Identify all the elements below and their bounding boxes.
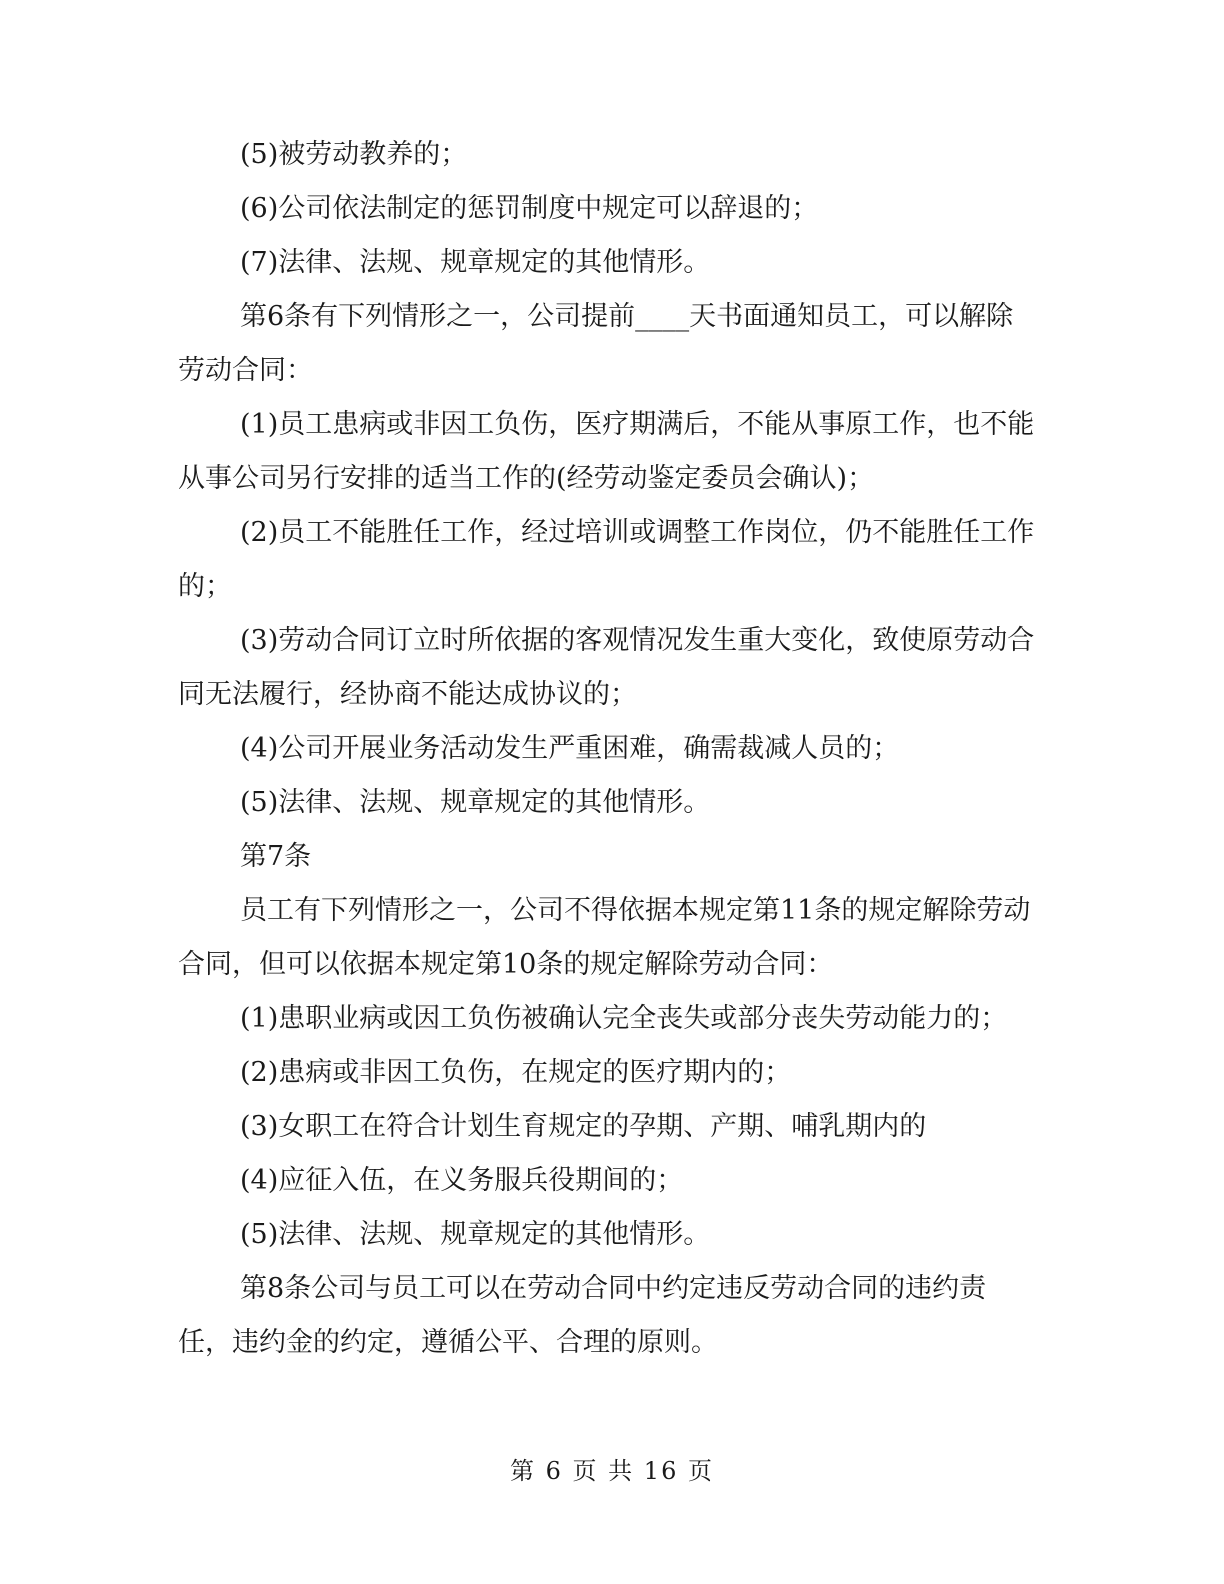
paragraph-item-7-other-cases: (7)法律、法规、规章规定的其他情形。 bbox=[240, 247, 711, 278]
paragraph-article-7-item-2: (2)患病或非因工负伤，在规定的医疗期内的； bbox=[240, 1057, 792, 1088]
paragraph-article-6-item-1: (1)员工患病或非因工负伤，医疗期满后，不能从事原工作，也不能从事公司另行安排的适当工作的(经劳动鉴定委员会确认)； bbox=[178, 409, 1035, 494]
paragraph-article-6: 第6条有下列情形之一，公司提前____天书面通知员工，可以解除劳动合同： bbox=[178, 301, 1014, 386]
paragraph-article-6-item-3: (3)劳动合同订立时所依据的客观情况发生重大变化，致使原劳动合同无法履行，经协商不能达成协议的； bbox=[178, 625, 1035, 710]
paragraph-article-6-item-2: (2)员工不能胜任工作，经过培训或调整工作岗位，仍不能胜任工作的； bbox=[178, 517, 1035, 602]
document-body bbox=[178, 128, 1038, 1370]
paragraph-article-7-item-1: (1)患职业病或因工负伤被确认完全丧失或部分丧失劳动能力的； bbox=[240, 1003, 1008, 1034]
paragraph-article-7-intro: 员工有下列情形之一，公司不得依据本规定第11条的规定解除劳动合同，但可以依据本规定第10条的规定解除劳动合同： bbox=[178, 895, 1031, 980]
paragraph-article-7-item-3: (3)女职工在符合计划生育规定的孕期、产期、哺乳期内的 bbox=[240, 1111, 927, 1142]
paragraph-article-7-item-5: (5)法律、法规、规章规定的其他情形。 bbox=[240, 1219, 711, 1250]
paragraph-item-6-dismissal-rule: (6)公司依法制定的惩罚制度中规定可以辞退的； bbox=[240, 193, 819, 224]
paragraph-article-6-item-4: (4)公司开展业务活动发生严重困难，确需裁减人员的； bbox=[240, 733, 900, 764]
paragraph-article-8: 第8条公司与员工可以在劳动合同中约定违反劳动合同的违约责任，违约金的约定，遵循公平、合理的原则。 bbox=[178, 1273, 987, 1358]
paragraph-item-5-labor-education: (5)被劳动教养的； bbox=[240, 139, 468, 170]
page-number-footer: 第 6 页 共 16 页 bbox=[510, 1457, 714, 1485]
paragraph-article-6-item-5: (5)法律、法规、规章规定的其他情形。 bbox=[240, 787, 711, 818]
paragraph-article-7-item-4: (4)应征入伍，在义务服兵役期间的； bbox=[240, 1165, 684, 1196]
heading-article-7: 第7条 bbox=[240, 841, 312, 872]
